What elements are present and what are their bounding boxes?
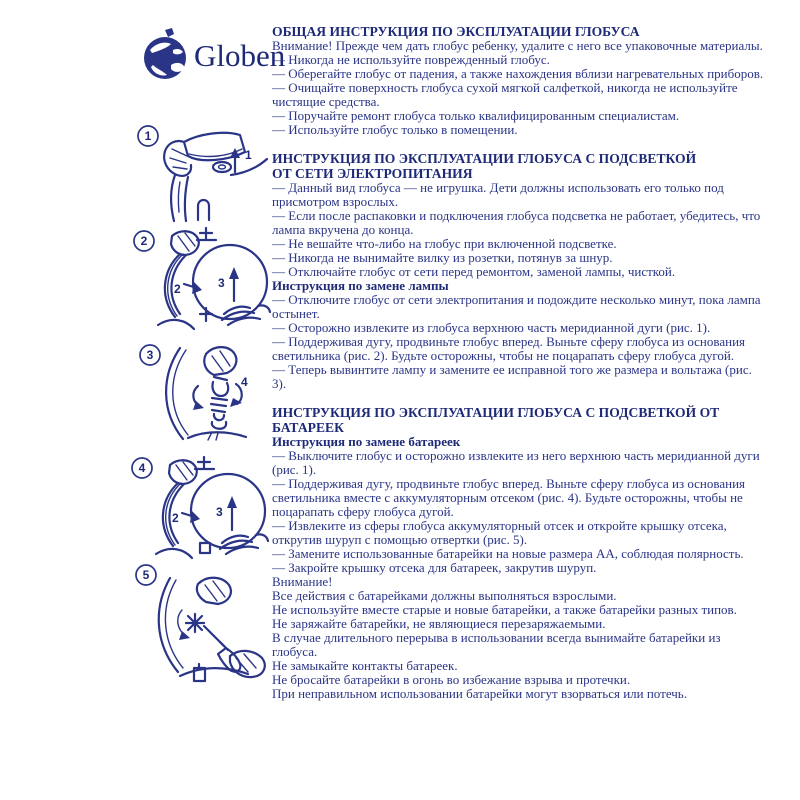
paragraph: — Используйте глобус только в помещении. (272, 122, 518, 137)
heading-line: БАТАРЕЕК (272, 420, 344, 435)
figure-3-arrow-label: 4 (241, 375, 248, 389)
section-general (272, 24, 764, 137)
paragraph: Не бросайте батарейки в огонь во избежание взрыва и протечки. (272, 672, 631, 687)
figure-1-illustration (134, 118, 269, 230)
figure-3-illustration (134, 334, 274, 446)
figure-5-number-badge (136, 565, 156, 585)
paragraph: — Поддерживая дугу, продвиньте глобус вперед. Выньте сферу глобуса из основания светильника (рис. 2). Будьте осторожны, чтобы не поцарапать сферу глобуса дугой. (272, 334, 746, 363)
paragraph: — Осторожно извлеките из глобуса верхнюю часть меридианной дуги (рис. 1). (272, 320, 711, 335)
figure-4-illustration (128, 449, 278, 564)
globe-icon (140, 28, 192, 82)
svg-text:4: 4 (138, 461, 146, 475)
figure-1-arrow-label: 1 (245, 148, 252, 162)
paragraph: — Поддерживая дугу, продвиньте глобус вперед. Выньте сферу глобуса из основания светильника вместе с аккумуляторным отсеком (рис. 4). Будьте осторожны, чтобы не поцарапать сферу глобуса дугой. (272, 476, 746, 519)
figure-4-arrow-label-a: 2 (172, 511, 179, 525)
figure-3 (134, 334, 274, 446)
heading-line: ОБЩАЯ ИНСТРУКЦИЯ ПО ЭКСПЛУАТАЦИИ ГЛОБУСА (272, 24, 640, 39)
paragraph: — Замените использованные батарейки на новые размера АА, соблюдая полярность. (272, 546, 744, 561)
svg-text:2: 2 (140, 234, 148, 248)
heading-line: ИНСТРУКЦИЯ ПО ЭКСПЛУАТАЦИИ ГЛОБУСА С ПОДСВЕТКОЙ ОТ (272, 405, 720, 420)
paragraph: — Данный вид глобуса — не игрушка. Дети должны использовать его только под присмотром взрослых. (272, 180, 724, 209)
paragraph: Все действия с батарейками должны выполняться взрослыми. (272, 588, 617, 603)
figure-2 (130, 224, 278, 334)
heading-line: ИНСТРУКЦИЯ ПО ЭКСПЛУАТАЦИИ ГЛОБУСА С ПОДСВЕТКОЙ (272, 151, 697, 166)
paragraph: — Выключите глобус и осторожно извлеките из него верхнюю часть меридианной дуги (рис. 1). (272, 448, 760, 477)
paragraph: — Теперь вывинтите лампу и замените ее исправной того же размера и вольтажа (рис. 3). (272, 362, 752, 391)
paragraph: При неправильном использовании батарейки могут взорваться или потечь. (272, 686, 687, 701)
paragraph: Не используйте вместе старые и новые батарейки, а также батарейки разных типов. (272, 602, 737, 617)
paragraph: Внимание! Прежде чем дать глобус ребенку, удалите с него все упаковочные материалы. (272, 38, 763, 53)
figure-2-illustration (130, 224, 278, 334)
section-battery-heading (272, 405, 764, 435)
section-mains-powered (272, 151, 764, 391)
battery-replacement-subheading: Инструкция по замене батареек (272, 434, 461, 449)
paragraph: — Не вешайте что-либо на глобус при включенной подсветке. (272, 236, 617, 251)
paragraph: — Никогда не используйте поврежденный глобус. (272, 52, 550, 67)
figure-2-number-badge (134, 231, 154, 251)
figure-2-arrow-label-b: 3 (218, 276, 225, 290)
figure-4 (128, 449, 278, 564)
figure-5-illustration (130, 560, 280, 695)
paragraph: — Отключайте глобус от сети перед ремонтом, заменой лампы, чисткой. (272, 264, 676, 279)
paragraph: — Если после распаковки и подключения глобуса подсветка не работает, убедитесь, что лампа вкручена до конца. (272, 208, 761, 237)
paragraph: — Очищайте поверхность глобуса сухой мягкой салфеткой, никогда не используйте чистящие средства. (272, 80, 738, 109)
paragraph: Внимание! (272, 574, 333, 589)
logo-text: Globen (194, 37, 286, 73)
paragraph: — Закройте крышку отсека для батареек, закрутив шуруп. (272, 560, 597, 575)
figure-1 (134, 118, 269, 230)
paragraph: — Никогда не вынимайте вилку из розетки, потянув за шнур. (272, 250, 613, 265)
section-battery-powered (272, 405, 764, 701)
figure-1-number-badge (138, 126, 158, 146)
svg-text:3: 3 (146, 348, 154, 362)
paragraph: Не заряжайте батарейки, не являющиеся перезаряжаемыми. (272, 616, 606, 631)
figure-2-arrow-label-a: 2 (174, 282, 181, 296)
paragraph: В случае длительного перерыва в использовании всегда вынимайте батарейки из глобуса. (272, 630, 721, 659)
figure-4-number-badge (132, 458, 152, 478)
paragraph: — Оберегайте глобус от падения, а также нахождения вблизи нагревательных приборов. (272, 66, 764, 81)
svg-text:1: 1 (144, 129, 152, 143)
section-mains-heading (272, 151, 764, 181)
section-general-heading (272, 24, 764, 39)
figure-4-arrow-label-b: 3 (216, 505, 223, 519)
instruction-text-column (272, 24, 764, 701)
globen-logo (140, 28, 285, 82)
paragraph: Не замыкайте контакты батареек. (272, 658, 458, 673)
figure-5 (130, 560, 280, 695)
svg-text:5: 5 (142, 568, 150, 582)
paragraph: — Отключите глобус от сети электропитания и подождите несколько минут, пока лампа остынет. (272, 292, 761, 321)
paragraph: — Извлеките из сферы глобуса аккумуляторный отсек и откройте крышку отсека, открутив шуруп с помощью отвертки (рис. 5). (272, 518, 727, 547)
figure-3-number-badge (140, 345, 160, 365)
paragraph: — Поручайте ремонт глобуса только квалифицированным специалистам. (272, 108, 680, 123)
lamp-replacement-subheading: Инструкция по замене лампы (272, 278, 449, 293)
heading-line: ОТ СЕТИ ЭЛЕКТРОПИТАНИЯ (272, 166, 473, 181)
